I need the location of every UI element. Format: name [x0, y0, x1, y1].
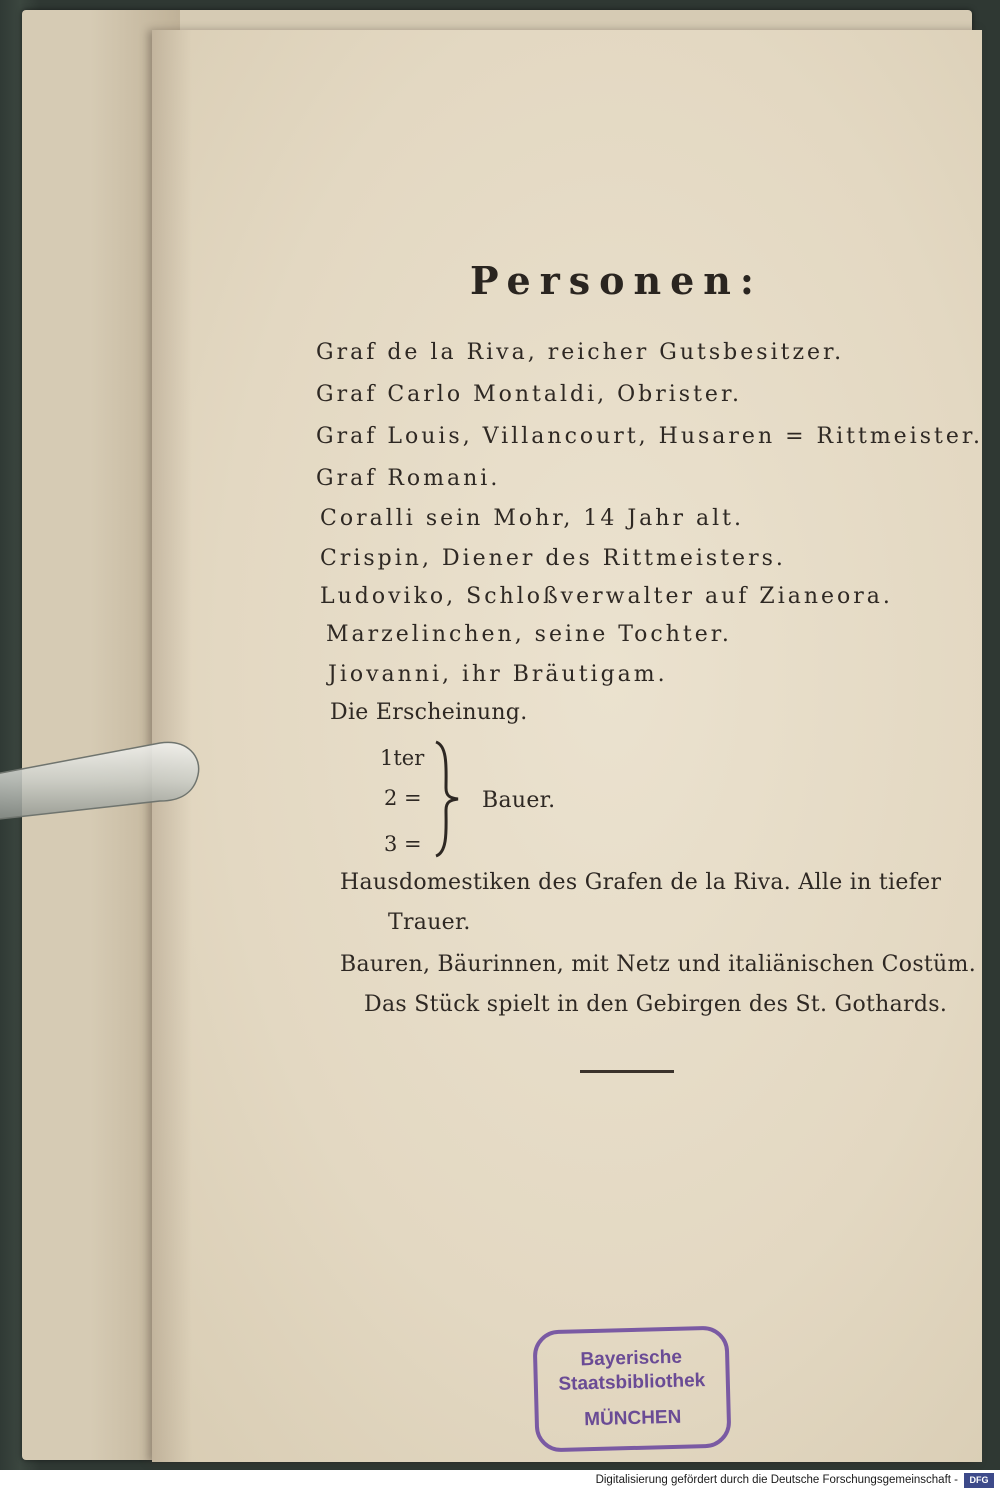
footer-bar [0, 1470, 1000, 1493]
stamp-line-3: MÜNCHEN [583, 1406, 682, 1431]
cast-line-6: Crispin, Diener des Rittmeisters. [320, 546, 786, 571]
domestics-line-1: Hausdomestiken des Grafen de la Riva. Alle in tiefer [340, 870, 942, 895]
footer-credit: Digitalisierung gefördert durch die Deutsche Forschungsgemeinschaft - [595, 1474, 958, 1486]
page-holder-spatula [0, 735, 205, 820]
library-stamp [532, 1325, 731, 1452]
bauer-number-1: 1ter [380, 746, 425, 770]
dfg-logo: DFG [964, 1473, 994, 1488]
cast-line-8: Marzelinchen, seine Tochter. [326, 622, 732, 647]
bauren-line: Bauren, Bäurinnen, mit Netz und italiänischen Costüm. [340, 952, 976, 977]
stamp-line-1: Bayerische [580, 1346, 683, 1371]
setting-line: Das Stück spielt in den Gebirgen des St. Gothards. [364, 992, 948, 1017]
cast-line-1: Graf de la Riva, reicher Gutsbesitzer. [316, 340, 845, 365]
cast-line-5: Coralli sein Mohr, 14 Jahr alt. [320, 506, 744, 531]
cast-line-7: Ludoviko, Schloßverwalter auf Zianeora. [320, 584, 893, 609]
bauer-number-3: 3 = [384, 832, 422, 856]
cast-line-3: Graf Louis, Villancourt, Husaren = Rittmeister. [316, 424, 983, 449]
book-page [152, 30, 982, 1462]
stamp-line-2: Staatsbibliothek [558, 1370, 706, 1395]
cast-line-10: Die Erscheinung. [330, 700, 528, 725]
cast-line-9: Jiovanni, ihr Bräutigam. [328, 662, 668, 687]
curly-brace [432, 740, 462, 858]
page-heading: Personen: [470, 258, 763, 303]
bauer-number-2: 2 = [384, 786, 422, 810]
domestics-line-2: Trauer. [388, 910, 471, 935]
cast-line-2: Graf Carlo Montaldi, Obrister. [316, 382, 743, 407]
divider-rule [580, 1070, 674, 1073]
cast-line-4: Graf Romani. [316, 466, 501, 491]
bauer-label: Bauer. [482, 788, 556, 813]
